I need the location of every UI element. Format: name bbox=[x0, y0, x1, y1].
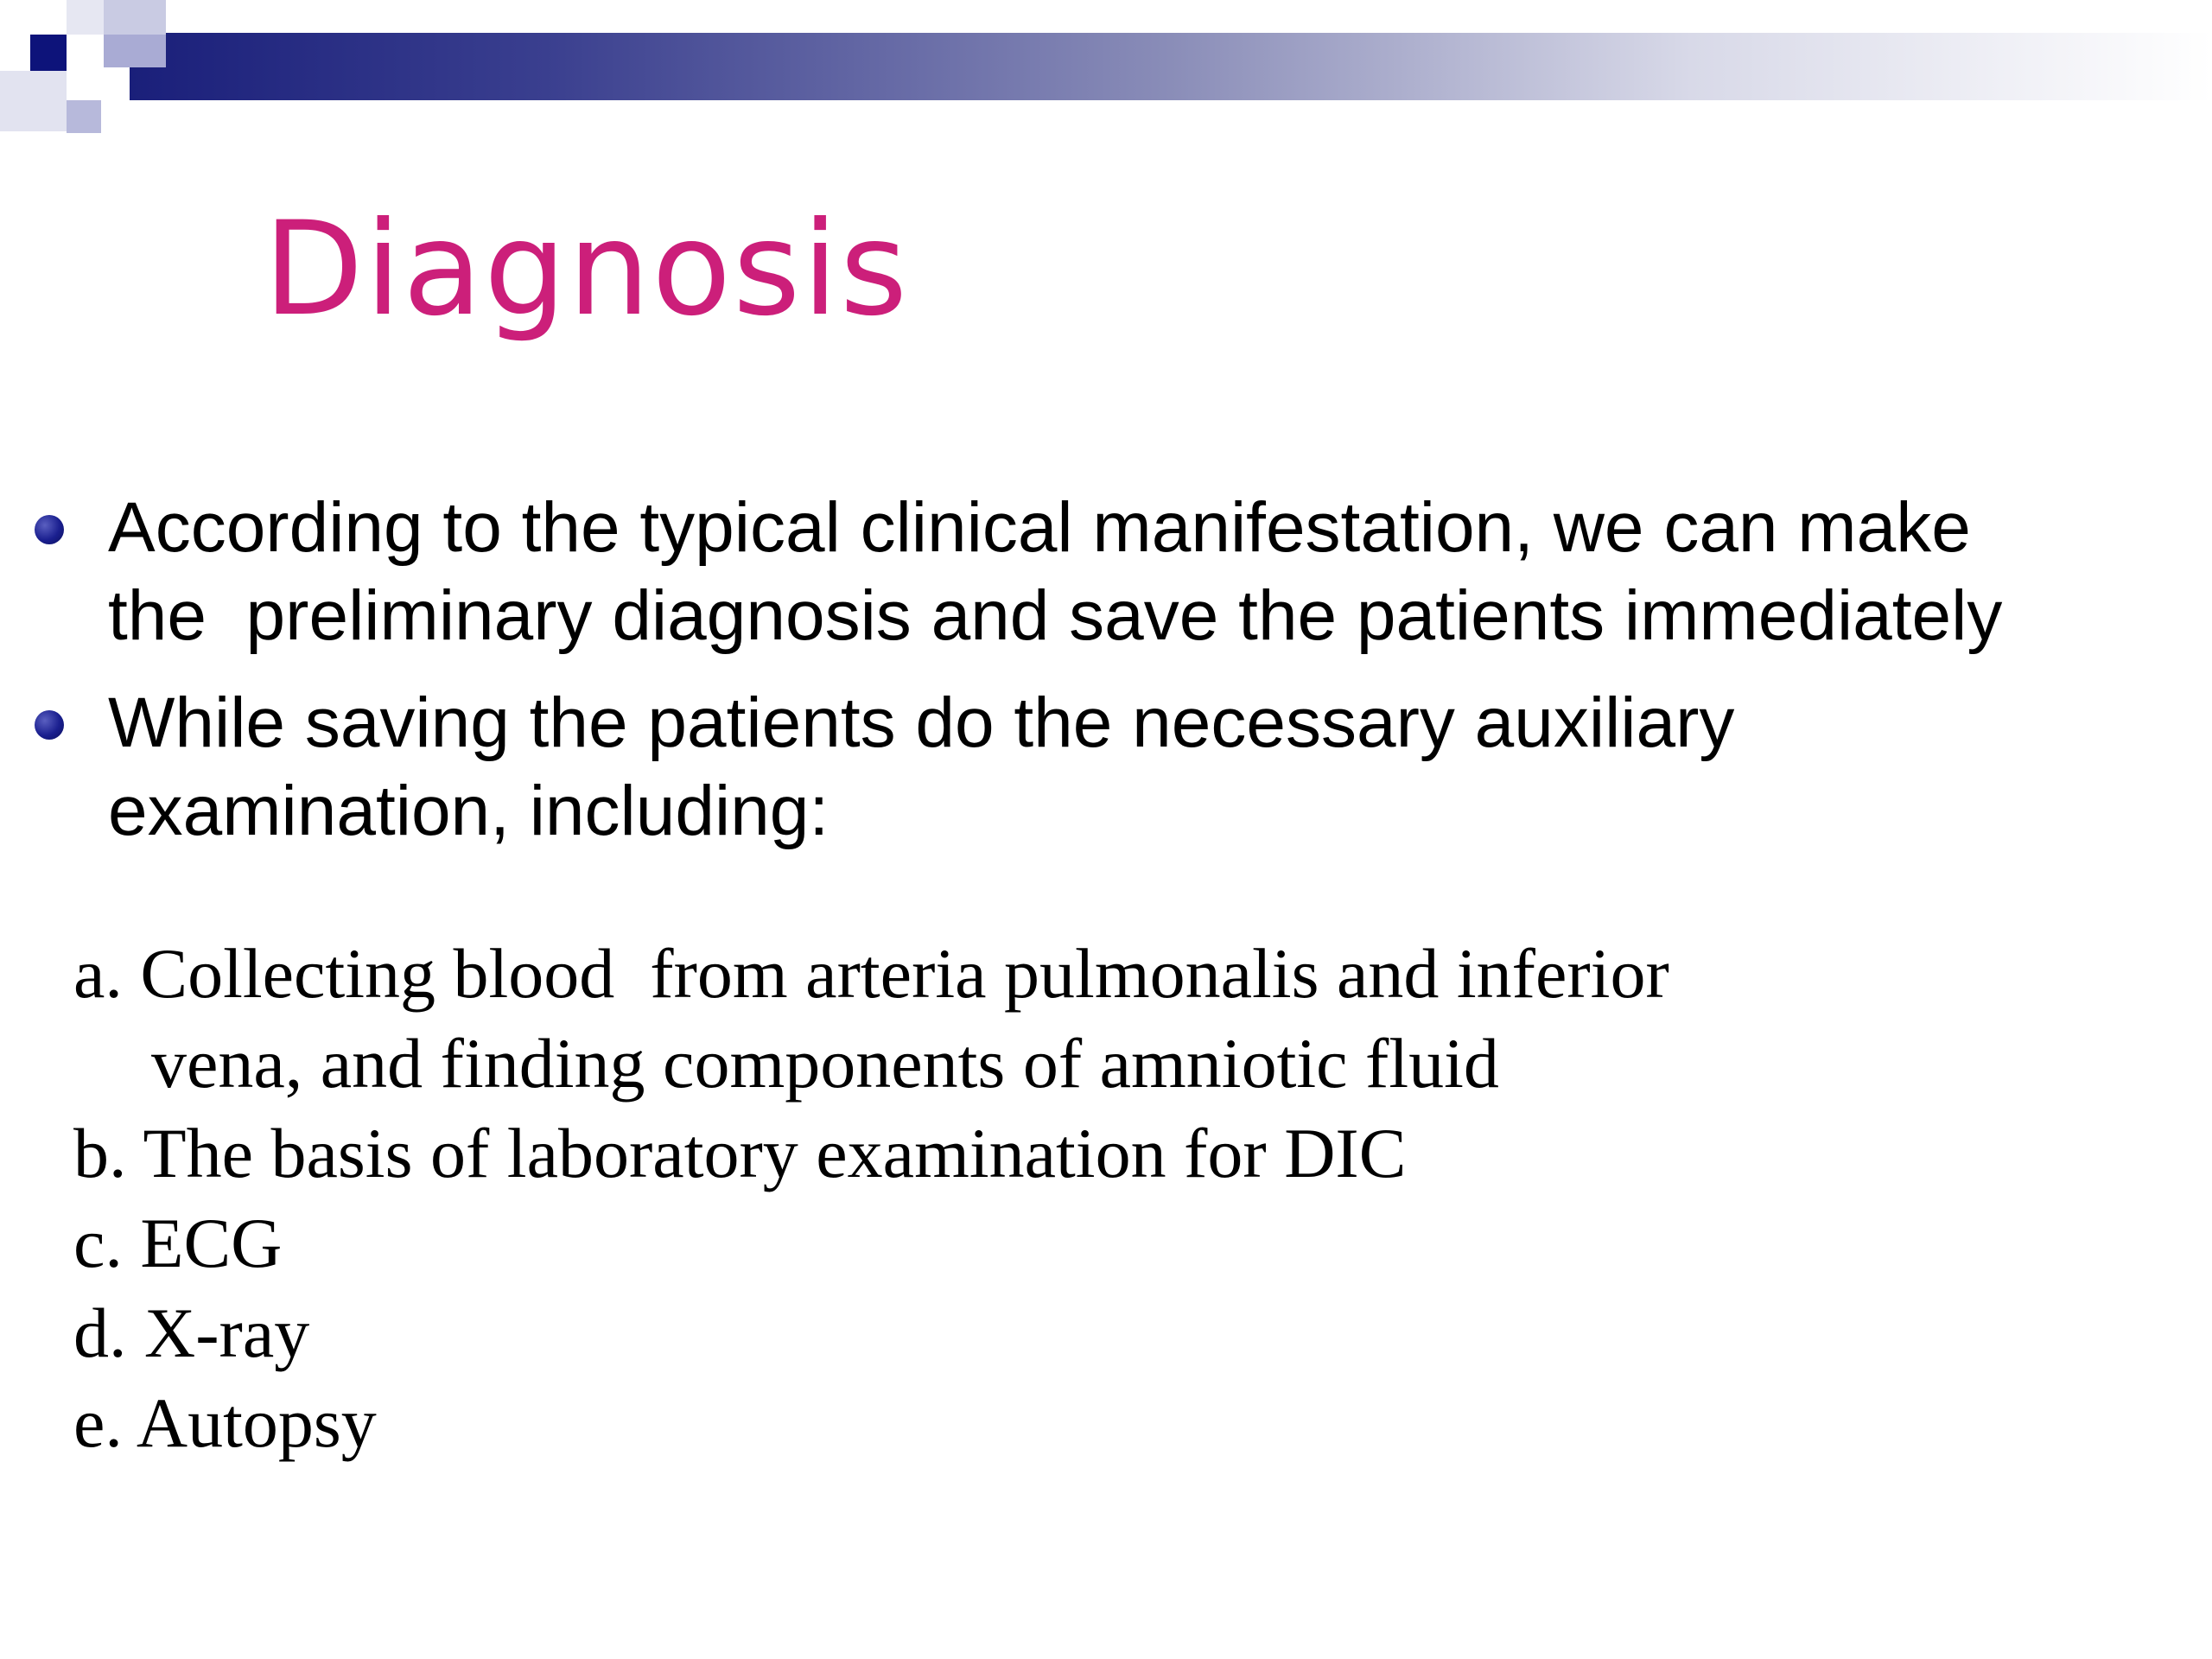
list-item bbox=[73, 1109, 2061, 1198]
bullet-item bbox=[0, 484, 2143, 660]
bullet-text-line: examination, including: bbox=[108, 772, 830, 850]
list-item bbox=[73, 1198, 2061, 1288]
decorative-square bbox=[0, 71, 67, 131]
decorative-square bbox=[67, 100, 101, 133]
bullet-text-line: While saving the patients do the necessary auxiliary bbox=[108, 683, 1735, 762]
decorative-square bbox=[104, 35, 166, 67]
bullet-dot-icon bbox=[35, 515, 64, 544]
header-decoration-band bbox=[130, 33, 2212, 100]
bullet-dot-icon bbox=[35, 710, 64, 740]
list-item-text: d. X-ray bbox=[73, 1294, 310, 1372]
decorative-square bbox=[30, 35, 67, 71]
list-item bbox=[73, 929, 2061, 1109]
decorative-square bbox=[67, 0, 104, 35]
examination-list bbox=[73, 929, 2061, 1468]
bullet-text-line: According to the typical clinical manifestation, we can make bbox=[108, 488, 1971, 567]
list-item-text: b. The basis of laboratory examination for DIC bbox=[73, 1114, 1407, 1192]
list-item bbox=[73, 1288, 2061, 1378]
bullet-item bbox=[0, 679, 2143, 855]
list-item-text: c. ECG bbox=[73, 1204, 283, 1282]
list-item bbox=[73, 1378, 2061, 1468]
bullet-list bbox=[0, 484, 2143, 874]
decorative-square bbox=[104, 0, 166, 35]
slide-title: Diagnosis bbox=[264, 194, 910, 345]
list-item-text: a. Collecting blood from arteria pulmonalis and inferior bbox=[73, 934, 1669, 1013]
list-item-text: vena, and finding components of amniotic fluid bbox=[151, 1024, 1499, 1103]
list-item-text: e. Autopsy bbox=[73, 1383, 377, 1462]
bullet-text-line: the preliminary diagnosis and save the patients immediately bbox=[108, 576, 2003, 655]
